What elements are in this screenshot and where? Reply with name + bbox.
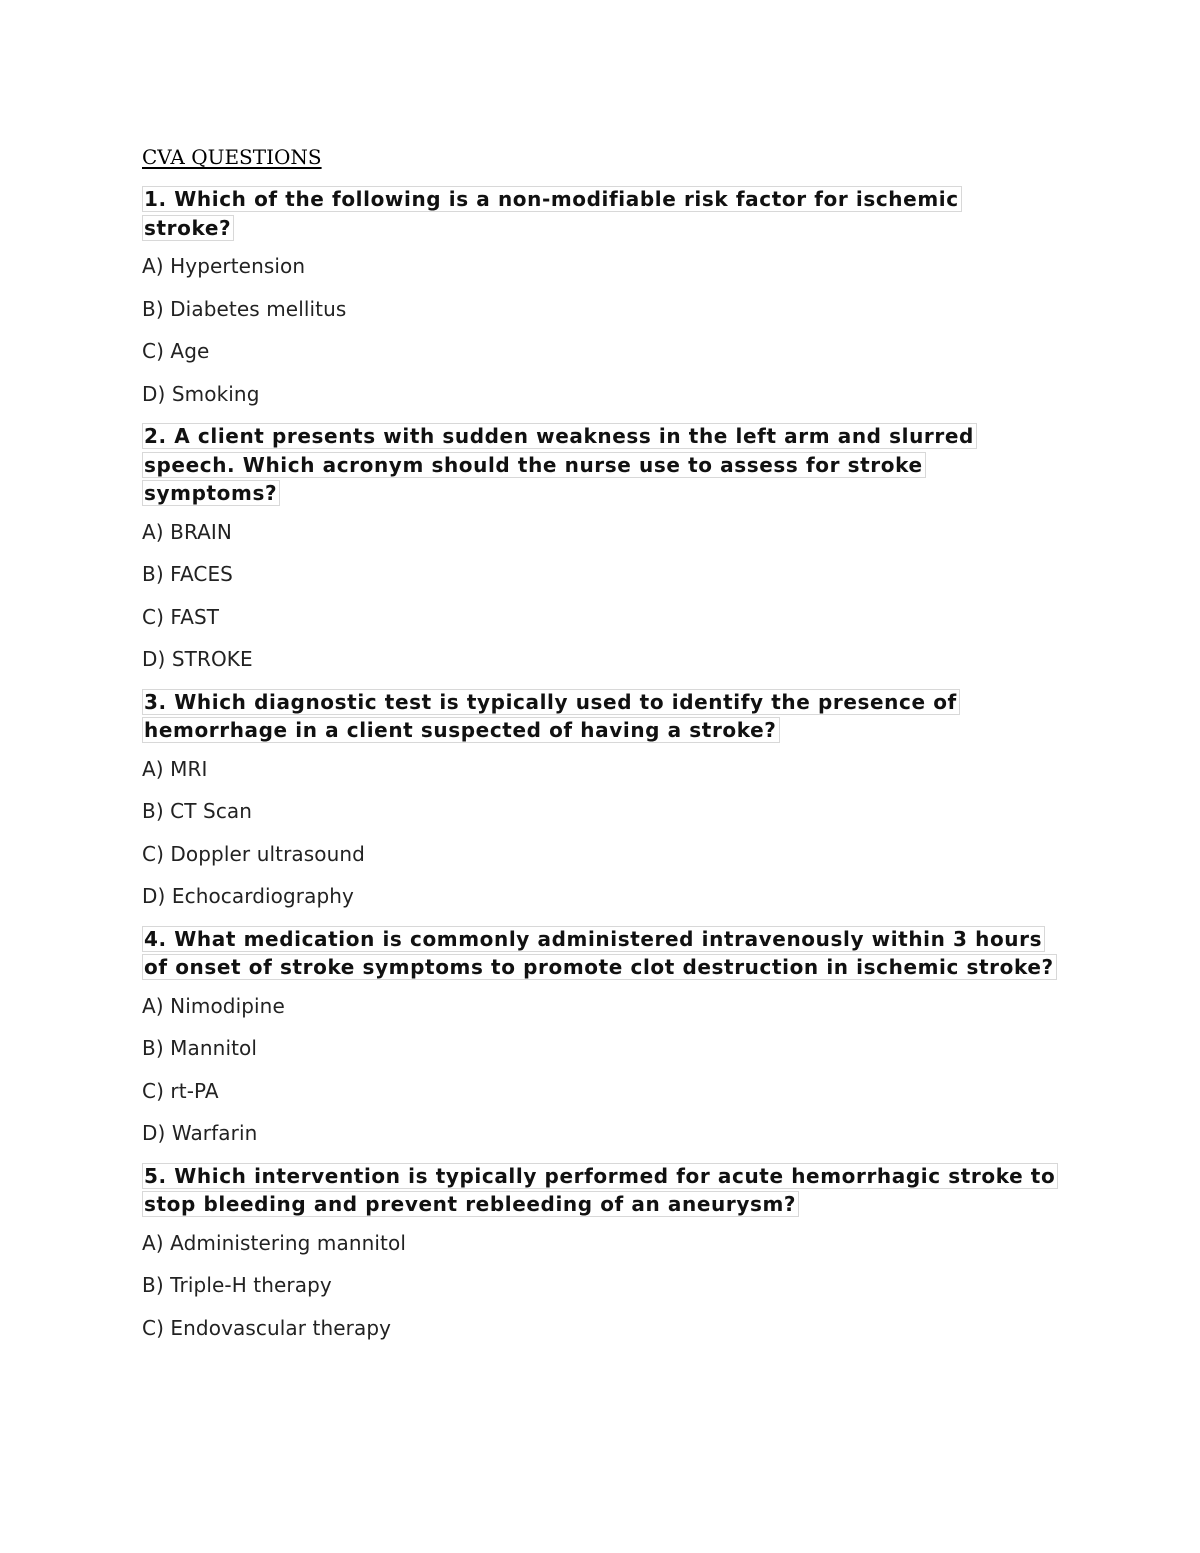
question-5-option-c: C) Endovascular therapy [142, 1315, 392, 1340]
question-4-text: 4. What medication is commonly administered intravenously within 3 hours of onset of stroke symptoms to promote clot destruction in ischemic stroke? [142, 926, 1057, 981]
question-2-option-b: B) FACES [142, 562, 233, 586]
question-2-text: 2. A client presents with sudden weakness in the left arm and slurred speech. Which acronym should the nurse use to assess for stroke symptoms? [142, 423, 977, 506]
question-4-option-b: B) Mannitol [142, 1036, 258, 1060]
question-4-option-c: C) rt-PA [142, 1078, 219, 1103]
question-1-option-b: B) Diabetes mellitus [142, 296, 347, 321]
question-4 [142, 925, 1062, 982]
question-1-option-d: D) Smoking [142, 381, 260, 406]
document-content [142, 143, 1072, 1356]
question-5-option-a: A) Administering mannitol [142, 1230, 406, 1255]
question-2-option-a: A) BRAIN [142, 519, 232, 544]
question-1 [142, 185, 992, 242]
question-4-option-d: D) Warfarin [142, 1121, 258, 1145]
question-1-text: 1. Which of the following is a non-modifiable risk factor for ischemic stroke? [142, 186, 962, 241]
question-5-text: 5. Which intervention is typically performed for acute hemorrhagic stroke to stop bleeding and prevent rebleeding of an aneurysm? [142, 1163, 1058, 1218]
question-5 [142, 1162, 1062, 1219]
question-3-text: 3. Which diagnostic test is typically used to identify the presence of hemorrhage in a client suspected of having a stroke? [142, 689, 960, 744]
document-title: CVA QUESTIONS [142, 145, 322, 169]
question-3-option-d: D) Echocardiography [142, 884, 354, 908]
question-3-option-c: C) Doppler ultrasound [142, 841, 365, 866]
question-2 [142, 422, 1012, 508]
question-1-option-c: C) Age [142, 339, 210, 363]
question-4-option-a: A) Nimodipine [142, 993, 285, 1018]
question-5-option-b: B) Triple-H therapy [142, 1273, 332, 1297]
question-3-option-a: A) MRI [142, 756, 208, 781]
question-2-option-c: C) FAST [142, 604, 220, 629]
question-2-option-d: D) STROKE [142, 647, 253, 671]
question-3-option-b: B) CT Scan [142, 799, 253, 823]
question-3 [142, 688, 992, 745]
question-1-option-a: A) Hypertension [142, 254, 306, 278]
